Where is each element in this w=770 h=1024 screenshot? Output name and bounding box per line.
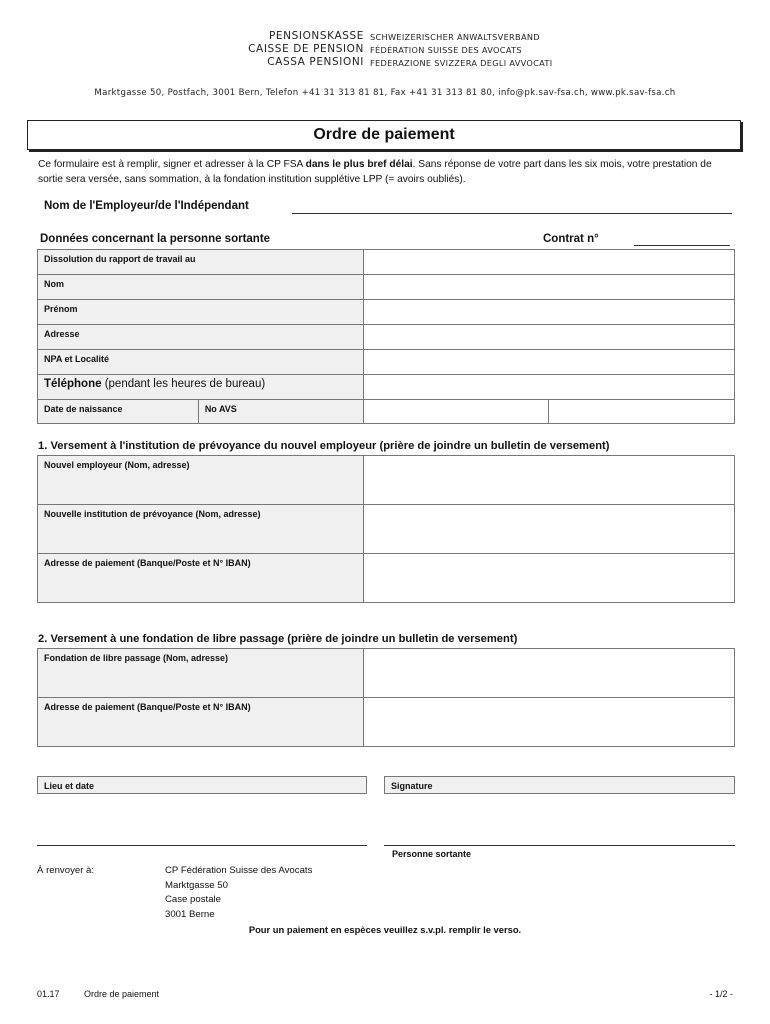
dissolution-field[interactable] [363, 250, 734, 275]
s1-institution-field[interactable] [363, 505, 734, 554]
s2-payment-field[interactable] [363, 698, 734, 747]
employer-input-line[interactable] [292, 213, 732, 214]
federation-de: SCHWEIZERISCHER ANWALTSVERBAND [370, 32, 540, 42]
s1-label-payment: Adresse de paiement (Banque/Poste et N° IBAN) [38, 554, 364, 603]
nom-field[interactable] [363, 275, 734, 300]
s2-label-foundation: Fondation de libre passage (Nom, adresse) [38, 649, 364, 698]
birth-field[interactable] [363, 400, 549, 424]
place-date-label: Lieu et date [37, 776, 367, 794]
telephone-field[interactable] [363, 375, 734, 400]
intro-text [38, 157, 738, 187]
person-table [37, 249, 735, 424]
footer-doc-name: Ordre de paiement [84, 989, 160, 999]
section2-table [37, 648, 735, 747]
row-label-nom: Nom [38, 275, 364, 300]
intro-part1: Ce formulaire est à remplir, signer et adresser à la CP FSA [38, 159, 306, 170]
contact-address: Marktgasse 50, Postfach, 3001 Bern, Telefon +41 31 313 81 81, Fax +41 31 313 81 80, info@pk.sav-fsa.ch, www.pk.sav-fsa.ch [94, 88, 676, 98]
row-label-npa: NPA et Localité [38, 350, 364, 375]
telephone-bold: Téléphone [44, 378, 102, 390]
org-name-de: PENSIONSKASSE [268, 30, 364, 42]
org-name-it: CASSA PENSIONI [267, 56, 364, 68]
person-section-heading: Données concernant la personne sortante [40, 233, 271, 245]
birth-label: Date de naissance [38, 400, 199, 424]
avs-field[interactable] [549, 400, 735, 424]
section2-heading: 2. Versement à une fondation de libre passage (prière de joindre un bulletin de versement) [38, 633, 518, 645]
section1-table [37, 455, 735, 603]
npa-field[interactable] [363, 350, 734, 375]
s1-employer-field[interactable] [363, 456, 734, 505]
adresse-field[interactable] [363, 325, 734, 350]
telephone-rest: (pendant les heures de bureau) [101, 378, 266, 390]
intro-part2: . Sans réponse de votre part dans les six mois, votre prestation de sortie sera versée, sans sommation, à la fondation institution supplétive LPP (= avoirs oubliés). [38, 159, 712, 185]
federation-fr: FÉDÉRATION SUISSE DES AVOCATS [370, 45, 522, 55]
page-title: Ordre de paiement [27, 120, 741, 150]
federation-it: FEDERAZIONE SVIZZERA DEGLI AVVOCATI [370, 58, 553, 68]
return-line-2: Marktgasse 50 [165, 880, 228, 891]
return-line-1: CP Fédération Suisse des Avocats [165, 865, 313, 876]
s1-payment-field[interactable] [363, 554, 734, 603]
org-name-fr: CAISSE DE PENSION [248, 43, 364, 55]
contract-label: Contrat n° [543, 233, 599, 245]
return-label: À renvoyer à: [37, 865, 95, 876]
s2-label-payment: Adresse de paiement (Banque/Poste et N° IBAN) [38, 698, 364, 747]
signature-label: Signature [384, 776, 735, 794]
footer-version: 01.17 [37, 989, 60, 999]
section1-heading: 1. Versement à l'institution de prévoyance du nouvel employeur (prière de joindre un bulletin de versement) [38, 440, 610, 452]
employer-label: Nom de l'Employeur/de l'Indépendant [44, 200, 249, 212]
cash-payment-note: Pour un paiement en espèces veuillez s.v.pl. remplir le verso. [248, 924, 522, 935]
contract-input-line[interactable] [634, 245, 730, 246]
row-label-prenom: Prénom [38, 300, 364, 325]
person-leaving-label: Personne sortante [392, 849, 472, 859]
prenom-field[interactable] [363, 300, 734, 325]
s1-label-employer: Nouvel employeur (Nom, adresse) [38, 456, 364, 505]
s1-label-institution: Nouvelle institution de prévoyance (Nom, adresse) [38, 505, 364, 554]
s2-foundation-field[interactable] [363, 649, 734, 698]
return-line-3: Case postale [165, 894, 221, 905]
return-line-4: 3001 Berne [165, 909, 215, 920]
intro-bold: dans le plus bref délai [305, 159, 413, 170]
signature-line[interactable] [384, 845, 735, 846]
row-label-adresse: Adresse [38, 325, 364, 350]
avs-label: No AVS [198, 400, 363, 424]
row-label-telephone [38, 375, 364, 400]
place-date-line[interactable] [37, 845, 367, 846]
footer-page-number: - 1/2 - [709, 989, 733, 999]
row-label-dissolution: Dissolution du rapport de travail au [38, 250, 364, 275]
